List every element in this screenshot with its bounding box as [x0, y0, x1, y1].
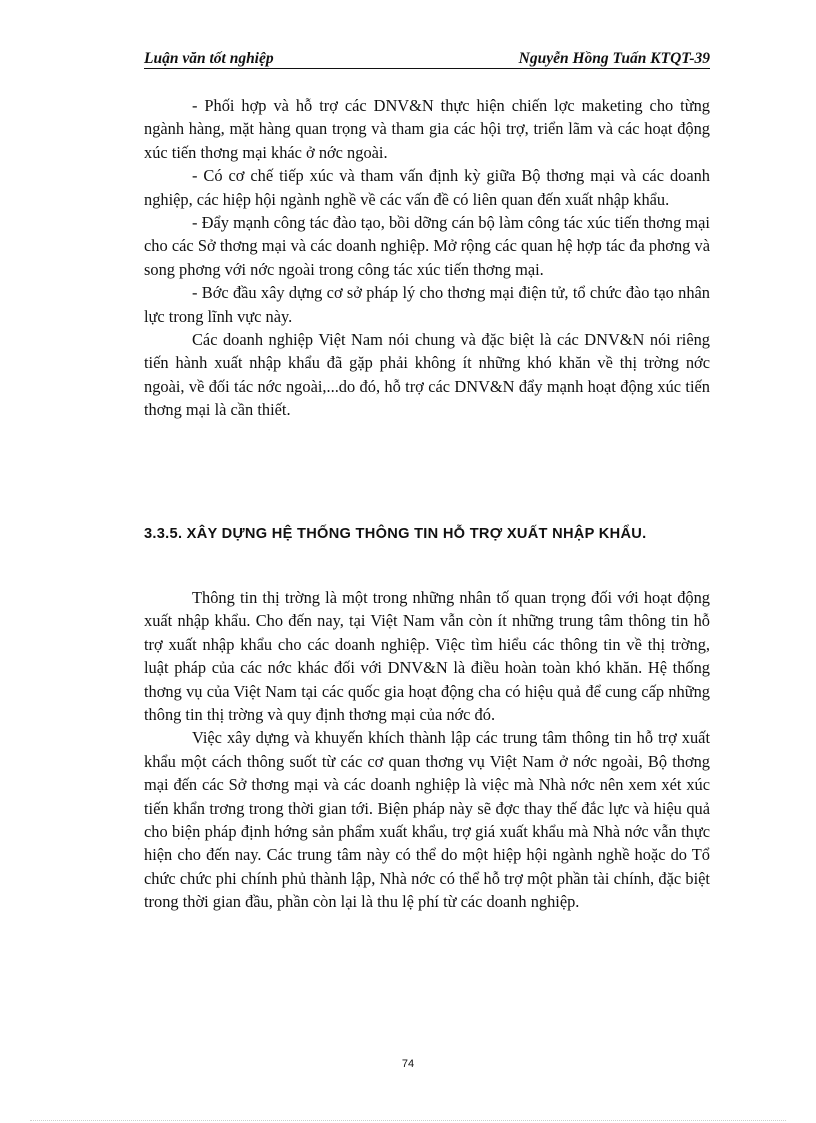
header-author: Nguyễn Hồng Tuấn KTQT-39 — [518, 50, 710, 67]
paragraph: - Có cơ chế tiếp xúc và tham vấn định kỳ giữa Bộ thơng mại và các doanh nghiệp, các hiệp hội ngành nghề về các vấn đề có liên quan đến xuất nhập khẩu. — [144, 166, 710, 209]
paragraph: - Phối hợp và hỗ trợ các DNV&N thực hiện chiến lợc maketing cho từng ngành hàng, mặt hàng quan trọng và tham gia các hội trợ, triển lãm và các hoạt động xúc tiến thơng mại khác ở nớc ngoài. — [144, 96, 710, 162]
paragraph: - Bớc đầu xây dựng cơ sở pháp lý cho thơng mại điện tử, tổ chức đào tạo nhân lực trong lĩnh vực này. — [144, 283, 710, 326]
section-heading: 3.3.5. XÂY DỰNG HỆ THỐNG THÔNG TIN HỖ TRỢ XUẤT NHẬP KHẨU. — [144, 526, 647, 542]
section-2-body — [144, 586, 710, 914]
paragraph: Việc xây dựng và khuyến khích thành lập các trung tâm thông tin hỗ trợ xuất khẩu một cách thông suốt từ các cơ quan thơng vụ Việt Nam ở nớc ngoài, Bộ thơng mại đến các Sở thơng mại và các doanh nghiệp là việc mà Nhà nớc nên xem xét xúc tiến khẩn trơng trong thời gian tới. Biện pháp này sẽ đợc thay thế đắc lực và hiệu quả cho biện pháp định hớng sản phẩm xuất khẩu, trợ giá xuất khẩu mà Nhà nớc vẫn thực hiện cho đến nay. Các trung tâm này có thể do một hiệp hội ngành nghề hoặc do Tổ chức chức phi chính phủ thành lập, Nhà nớc có thể hỗ trợ một phần tài chính, đặc biệt trong thời gian đầu, phần còn lại là thu lệ phí từ các doanh nghiệp. — [144, 728, 710, 912]
page-number: 74 — [401, 1058, 415, 1070]
page-bottom-border — [30, 1120, 786, 1121]
paragraph: - Đẩy mạnh công tác đào tạo, bồi dỡng cán bộ làm công tác xúc tiến thơng mại cho các Sở thơng mại và các doanh nghiệp. Mở rộng các quan hệ hợp tác đa phơng và song phơng với nớc ngoài trong công tác xúc tiến thơng mại. — [144, 213, 710, 279]
section-1-body — [144, 94, 710, 422]
running-header — [144, 50, 710, 69]
paragraph: Thông tin thị trờng là một trong những nhân tố quan trọng đối với hoạt động xuất nhập khẩu. Cho đến nay, tại Việt Nam vẫn còn ít những trung tâm thông tin hỗ trợ xuất nhập khẩu cho các doanh nghiệp. Việc tìm hiểu các thông tin về thị trờng, luật pháp của các nớc khác đối với DNV&N là điều hoàn toàn khó khăn. Hệ thống thơng vụ của Việt Nam tại các quốc gia hoạt động cha có hiệu quả để cung cấp những thông tin thị trờng và quy định thơng mại của nớc đó. — [144, 588, 710, 725]
header-thesis-label: Luận văn tốt nghiệp — [144, 50, 274, 67]
paragraph: Các doanh nghiệp Việt Nam nói chung và đặc biệt là các DNV&N nói riêng tiến hành xuất nhập khẩu đã gặp phải không ít những khó khăn về thị trờng nớc ngoài, về đối tác nớc ngoài,...do đó, hỗ trợ các DNV&N đẩy mạnh hoạt động xúc tiến thơng mại là cần thiết. — [144, 330, 710, 420]
